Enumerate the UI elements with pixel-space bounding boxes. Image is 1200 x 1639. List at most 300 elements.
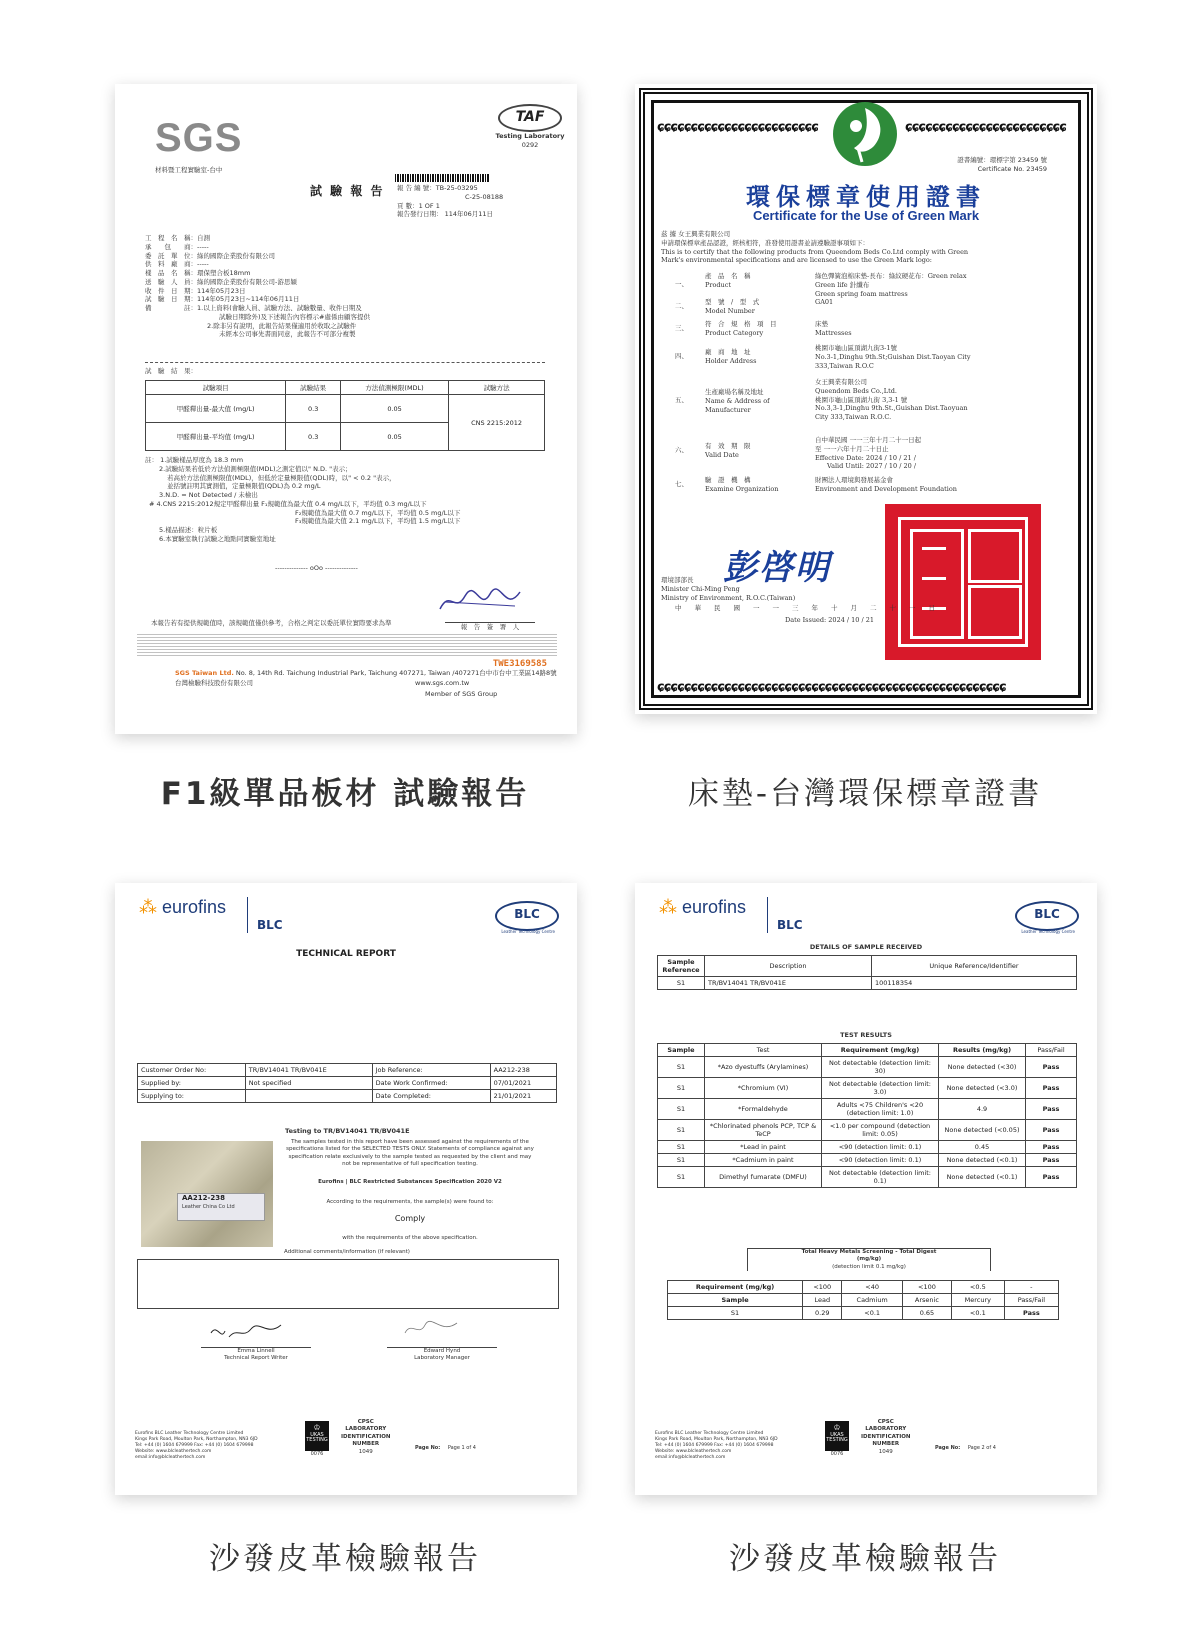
sgs-company-zh: 台灣檢驗科技股份有限公司 (175, 679, 253, 687)
table-row (658, 1141, 1077, 1154)
table-cell: <1.0 per compound (detection limit: 0.05) (822, 1120, 939, 1141)
table-row (658, 1078, 1077, 1099)
field: 2.除非另有說明，此報告結果僅適用於收取之試驗件 (207, 321, 357, 330)
table-cell: S1 (658, 1154, 705, 1167)
signer-label: 報 告 簽 署 人 (445, 622, 535, 632)
table-cell: S1 (658, 977, 705, 990)
cert-item (675, 476, 1075, 500)
taf-sub: Testing Laboratory (495, 132, 565, 140)
item-value: 至 一一六年十月二十日止 (815, 444, 889, 453)
intro-line: Mark's environmental specifications and are licensed to use the Green Mark logo: (661, 256, 932, 265)
divider (145, 362, 545, 363)
table-cell: 0.65 (902, 1307, 951, 1320)
sgs-serial: TWE3169585 (492, 659, 547, 669)
footer-line: email:info@blcleathertech.com (135, 1455, 206, 1461)
item-value: Effective Date: 2024 / 10 / 21 / (815, 453, 916, 462)
note: # 4.CNS 2215:2012規定甲醛釋出量 F₁規範值為最大值 0.4 mg/L以下，平均值 0.3 mg/L以下 (149, 499, 427, 508)
table-cell: S1 (658, 1078, 705, 1099)
sgs-report-number (397, 184, 503, 219)
eurofins-logo-icon: ⁂ eurofins (659, 897, 747, 917)
ukas-label: UKAS (310, 1431, 324, 1438)
info-label: Supplying to: (138, 1090, 246, 1103)
signer2-name: Edward Hynd (423, 1348, 461, 1354)
ukas-sub: TESTING (826, 1437, 848, 1444)
caption-leather-1: 沙發皮革檢驗報告 (209, 1541, 481, 1577)
info-value: TR/BV14041 TR/BV041E (245, 1064, 372, 1077)
field: 試驗日期除外)及下述報告內容標示#處係由顧客提供 (219, 312, 370, 321)
heavy-metals-table (667, 1280, 1059, 1320)
caption-leather-2: 沙發皮革檢驗報告 (729, 1541, 1001, 1577)
details-table (657, 955, 1077, 990)
table-cell: 0.3 (286, 395, 341, 423)
note: F₃規範值為最大值 2.1 mg/L以下，平均值 1.5 mg/L以下 (295, 517, 461, 526)
ukas-number: 0076 (310, 1451, 324, 1457)
comply-result: Comply (394, 1214, 426, 1223)
info-value (245, 1090, 372, 1103)
field: 送 驗 人 員：綠的國際企業股份有限公司-游思穎 (145, 277, 297, 286)
table-cell: Adults <75 Children's <20 (detection limit: 1.0) (822, 1099, 939, 1120)
item-label-en: Product (705, 280, 731, 289)
sgs-company: SGS Taiwan Ltd. (175, 669, 234, 677)
table-cell: Pass (1026, 1154, 1077, 1167)
info-label: Supplied by: (138, 1077, 246, 1090)
test-results-table (657, 1043, 1077, 1188)
intro-line: This is to certify that the following products from Queendom Beds Co.Ltd comply with Green (661, 247, 969, 256)
note: F₂規範值為最大值 0.7 mg/L以下，平均值 0.5 mg/L以下 (295, 508, 461, 517)
footer-line: Website: www.blcleathertech.com (655, 1449, 732, 1455)
table-header: Results (mg/kg) (939, 1044, 1026, 1057)
cpsc-block (861, 1419, 911, 1456)
item-value: Environment and Development Foundation (815, 484, 957, 493)
table-cell: 0.45 (939, 1141, 1026, 1154)
intro-line: 申請環保標章產品認證，經核相符，准發使用證書並請遵驗證事項如下： (661, 238, 869, 247)
info-value: AA212-238 (490, 1064, 556, 1077)
table-header: 試驗項目 (146, 381, 286, 395)
footer-line: Tel: +44 (0) 1604 679999 Fax: +44 (0) 1604 679998 (655, 1443, 774, 1449)
table-cell: <90 (detection limit: 0.1) (822, 1154, 939, 1167)
table-cell: 100118354 (872, 977, 1077, 990)
page-label: Page No: (415, 1445, 441, 1451)
blc-badge-icon (495, 901, 559, 931)
end-mark: -------------- oOo -------------- (275, 564, 358, 572)
blc-badge-icon (1015, 901, 1079, 931)
field: 樣 品 名 稱：環保塑合板18mm (145, 269, 251, 278)
table-header: Test (705, 1044, 822, 1057)
taf-label: TAF (498, 104, 562, 132)
ukas-number: 0076 (830, 1451, 844, 1457)
item-value: Valid Until: 2027 / 10 / 20 / (827, 462, 917, 471)
sgs-footer-note: 本報告若有提供規範值時，該規範值僅供參考，合格之判定以委託單位實際要求為準 (151, 619, 392, 627)
table-cell: S1 (658, 1099, 705, 1120)
table-cell: - (1004, 1281, 1058, 1294)
ministry: Ministry of Environment, R.O.C.(Taiwan) (661, 593, 796, 602)
note: 5.樣品描述：粒片板 (159, 526, 218, 535)
ukas-label: UKAS (830, 1431, 844, 1438)
with-requirements: with the requirements of the above specification. (342, 1235, 478, 1241)
table-cell: None detected (<30) (939, 1057, 1026, 1078)
table-cell: S1 (658, 1141, 705, 1154)
page-number (935, 1445, 996, 1452)
minister-zh: 環境部部長 (661, 576, 694, 584)
cpsc-line: CPSC (877, 1419, 894, 1425)
date-zh: 中 華 民 國 一 一 三 年 十 月 二 十 一 日 (675, 604, 935, 612)
table-cell: None detected (<0.1) (939, 1154, 1026, 1167)
item-label: 廠 商 地 址 (705, 348, 751, 356)
table-cell: Pass (1026, 1141, 1077, 1154)
sgs-fields (145, 234, 545, 339)
item-label: 產 品 名 稱 (705, 272, 751, 280)
eurofins-footer-address (655, 1431, 778, 1461)
item-no: 五、 (675, 396, 688, 404)
blc-label: BLC (257, 918, 283, 932)
item-value: 桃園市龜山區頂湖九街 3,3-1 號 (815, 395, 908, 404)
item-value: Green spring foam mattress (815, 289, 908, 298)
sample-tag-label: AA212-238 (182, 1194, 225, 1202)
minister-en: Minister Chi-Ming Peng (661, 584, 740, 593)
item-value: Mattresses (815, 328, 852, 337)
table-header: Unique Reference/Identifier (872, 956, 1077, 977)
table-cell: 0.3 (286, 423, 341, 451)
table-cell: Pass (1026, 1167, 1077, 1188)
sgs-footer (175, 669, 557, 678)
heavy-title: Total Heavy Metals Screening - Total Digest (801, 1249, 937, 1255)
eurofins-name: eurofins (162, 897, 227, 917)
note: 註： 1.試驗樣品厚度為 18.3 mm (145, 456, 244, 464)
border-pattern: ɕɕɕɕɕɕɕɕɕɕɕɕɕɕɕɕɕɕɕɕɕɕɕɕ (905, 120, 1066, 135)
item-no: 七、 (675, 480, 688, 488)
blc-badge-text: BLC (514, 907, 540, 921)
ukas-logo-icon: ♔ UKAS TESTING (825, 1421, 849, 1451)
signer2 (387, 1347, 497, 1363)
sample-tag (177, 1193, 265, 1221)
order-info-table (137, 1063, 557, 1103)
cert-item (675, 436, 1075, 476)
blc-badge-text: BLC (1034, 907, 1060, 921)
info-label: Customer Order No: (138, 1064, 246, 1077)
sgs-address: No. 8, 14th Rd. Taichung Industrial Park, Taichung 407271, Taiwan /407271台中市台中工業區14路8號 (235, 669, 557, 677)
according-text: According to the requirements, the sample(s) were found to: (326, 1199, 494, 1205)
item-value: Queendom Beds Co.,Ltd. (815, 386, 897, 395)
caption-sgs: F1級單品板材 試驗報告 (160, 776, 530, 812)
signer1 (201, 1347, 311, 1363)
field: 收 件 日 期：114年05月23日 (145, 286, 246, 295)
table-cell: <90 (detection limit: 0.1) (822, 1141, 939, 1154)
report-page: 頁 數：1 OF 1 (397, 201, 440, 210)
table-header: Arsenic (902, 1294, 951, 1307)
table-row (658, 1154, 1077, 1167)
table-header: Pass/Fail (1026, 1044, 1077, 1057)
table-cell: Pass (1026, 1120, 1077, 1141)
sgs-report-title: 試 驗 報 告 (310, 184, 385, 198)
table-cell: S1 (658, 1167, 705, 1188)
item-value: 女王興業有限公司 (815, 378, 867, 386)
report-no: 報 告 編 號：TB-25-03295 (397, 184, 478, 192)
table-cell: 0.29 (803, 1307, 842, 1320)
cert-item (675, 272, 1075, 298)
additional-comments-box (137, 1259, 559, 1309)
eurofins-report-page1-card (115, 883, 577, 1495)
info-value: 07/01/2021 (490, 1077, 556, 1090)
item-value: No.3,3-1,Dinghu 9th.St.,Guishan Dist.Taoyuan (815, 404, 968, 413)
signature-icon (207, 1321, 287, 1345)
note: 若高於方法偵測極限值(MDL)，但低於定量極限值(QDL)時，以" < 0.2 "表示， (167, 473, 396, 482)
item-label-en: Holder Address (705, 356, 757, 365)
table-header: Lead (803, 1294, 842, 1307)
field: 備 註：1.以上資料(會驗人員、試驗方法、試驗數量、收件日期及 (145, 304, 362, 313)
table-cell: <100 (803, 1281, 842, 1294)
taf-logo-icon (495, 104, 565, 150)
result-label: 試 驗 結 果： (145, 367, 197, 375)
cert-no-en: Certificate No. 23459 (977, 164, 1047, 173)
field: 承 包 商：----- (145, 242, 209, 251)
logo-divider (247, 897, 248, 933)
barcode-icon (395, 174, 490, 182)
minister-info (661, 576, 961, 602)
item-value: City 333,Taiwan R.O.C. (815, 413, 892, 422)
item-label: 驗 證 機 構 (705, 476, 751, 484)
sgs-lab-name: 材料暨工程實驗室-台中 (155, 166, 223, 174)
report-title: TECHNICAL REPORT (296, 949, 396, 959)
eurofins-report-page2-card (635, 883, 1097, 1495)
blc-badge-sub: Leather Technology Centre (1021, 929, 1075, 934)
item-no: 三、 (675, 324, 688, 332)
sgs-result-table (145, 380, 545, 451)
details-title: DETAILS OF SAMPLE RECEIVED (809, 943, 923, 951)
border-pattern: ɕɕɕɕɕɕɕɕɕɕɕɕɕɕɕɕɕɕɕɕɕɕɕɕ (657, 120, 818, 135)
item-label-en: Examine Organization (705, 484, 779, 493)
table-header: Requirement (mg/kg) (822, 1044, 939, 1057)
heavy-limit: (detection limit 0.1 mg/kg) (832, 1263, 906, 1270)
item-no: 六、 (675, 446, 688, 454)
table-row (658, 1057, 1077, 1078)
table-cell: *Lead in paint (705, 1141, 822, 1154)
table-header: 方法偵測極限(MDL) (341, 381, 449, 395)
cpsc-block (341, 1419, 391, 1456)
table-cell: Not detectable (detection limit: 30) (822, 1057, 939, 1078)
sgs-member: Member of SGS Group (425, 690, 498, 698)
sgs-website: www.sgs.com.tw (415, 679, 470, 687)
footer-line: email:info@blcleathertech.com (655, 1455, 726, 1461)
table-cell: Not detectable (detection limit: 3.0) (822, 1078, 939, 1099)
table-header: 試驗結果 (286, 381, 341, 395)
page-value: Page 1 of 4 (447, 1445, 476, 1451)
field: 工 程 名 稱：自測 (145, 234, 210, 242)
table-cell: <0.5 (951, 1281, 1004, 1294)
cert-title-zh: 環保標章使用證書 (746, 183, 986, 211)
signer2-title: Laboratory Manager (414, 1355, 470, 1362)
item-label: 符 合 規 格 項 目 (705, 320, 777, 328)
item-label: 型 號 / 型 式 (705, 298, 760, 306)
eurofins-footer-address (135, 1431, 258, 1461)
report-no2: C-25-08188 (465, 192, 504, 201)
table-cell: Pass (1026, 1099, 1077, 1120)
field: 委 託 單 位：綠的國際企業股份有限公司 (145, 251, 275, 260)
item-value: GA01 (815, 298, 834, 306)
eurofins-name: eurofins (682, 897, 747, 917)
item-label: 有 效 期 限 (705, 442, 751, 450)
table-cell: Not detectable (detection limit: 0.1) (822, 1167, 939, 1188)
table-cell: 4.9 (939, 1099, 1026, 1120)
table-cell: Pass (1004, 1307, 1058, 1320)
table-cell: *Formaldehyde (705, 1099, 822, 1120)
caption-green-mark: 床墊-台灣環保標章證書 (687, 776, 1043, 812)
table-cell: <100 (902, 1281, 951, 1294)
footer-line: Eurofins BLC Leather Technology Centre Limited (135, 1431, 244, 1436)
results-title: TEST RESULTS (840, 1031, 892, 1039)
item-value: 綠色彈簧泡棉床墊-長布：綠紋硬花布：Green relax (815, 272, 967, 280)
cert-item (675, 320, 1075, 344)
item-value: 財團法人環境與發展基金會 (815, 476, 893, 484)
table-cell: 0.05 (341, 423, 449, 451)
item-value: 自中華民國 一一三年十月二十一日起 (815, 436, 922, 444)
item-no: 四、 (675, 352, 688, 360)
heavy-metals-header (747, 1248, 991, 1271)
table-cell: None detected (<0.1) (939, 1167, 1026, 1188)
cert-item (675, 378, 1075, 436)
table-cell: *Chromium (VI) (705, 1078, 822, 1099)
additional-comments-label: Additional comments/information (if relevant) (284, 1249, 410, 1255)
cpsc-line: IDENTIFICATION (341, 1433, 391, 1440)
table-cell: 甲醛釋出量-最大值 (mg/L) (146, 395, 286, 423)
note: 3.N.D. = Not Detected / 未檢出 (159, 491, 258, 500)
page-number (415, 1445, 476, 1452)
green-mark-certificate-card (635, 84, 1097, 714)
eurofins-logo-icon: ⁂ eurofins (139, 897, 227, 917)
cpsc-line: 1049 (878, 1448, 893, 1455)
table-header: Mercury (951, 1294, 1004, 1307)
table-row (658, 1120, 1077, 1141)
item-label-en: Product Category (705, 328, 764, 337)
table-header: Sample (658, 1044, 705, 1057)
cert-number (957, 156, 1047, 174)
item-value: 床墊 (815, 320, 828, 328)
table-cell: Pass (1026, 1078, 1077, 1099)
intro-line: 茲 據 女王興業有限公司 (661, 230, 731, 238)
signer1-name: Emma Linnell (237, 1348, 275, 1354)
sgs-notes (145, 456, 555, 544)
heavy-unit: (mg/kg) (856, 1256, 882, 1263)
cpsc-line: NUMBER (352, 1441, 380, 1448)
info-label: Job Reference: (372, 1064, 490, 1077)
footer-line: Tel: +44 (0) 1604 679999 Fax: +44 (0) 1604 679998 (135, 1443, 254, 1449)
cpsc-line: LABORATORY (865, 1426, 907, 1433)
footer-line: Eurofins BLC Leather Technology Centre Limited (655, 1431, 764, 1436)
cert-item (675, 344, 1075, 378)
item-no: 二、 (675, 302, 688, 310)
item-label-en: Name & Address of Manufacturer (705, 396, 770, 414)
item-value: 333,Taiwan R.O.C (815, 361, 874, 370)
table-header: Sample (668, 1294, 803, 1307)
sample-tag-sub: Leather China Co Ltd (182, 1203, 235, 1210)
table-row (658, 1099, 1077, 1120)
signer1-title: Technical Report Writer (224, 1355, 288, 1362)
table-cell: *Cadmium in paint (705, 1154, 822, 1167)
table-cell: <0.1 (951, 1307, 1004, 1320)
footer-line: Kings Park Road, Moulton Park, Northampton, NN3 6JD (135, 1437, 258, 1443)
table-cell: S1 (668, 1307, 803, 1320)
minister-signature: 彭啓明 (723, 548, 831, 588)
signature-icon (435, 584, 525, 620)
item-label-en: Valid Date (705, 450, 739, 459)
table-cell: Requirement (mg/kg) (668, 1281, 803, 1294)
sgs-report-card (115, 84, 577, 734)
sgs-logo: SGS (155, 116, 243, 160)
item-value: Green life 針纖布 (815, 280, 870, 289)
table-cell: TR/BV14041 TR/BV041E (705, 977, 872, 990)
taf-number: 0292 (521, 140, 539, 149)
table-cell: None detected (<0.05) (939, 1120, 1026, 1141)
table-cell: None detected (<3.0) (939, 1078, 1026, 1099)
item-no: 一、 (675, 280, 688, 288)
signature-icon (401, 1319, 461, 1339)
logo-divider (767, 897, 768, 933)
note: 6.本實驗室執行試驗之地點同實驗室地址 (159, 534, 276, 543)
ukas-logo-icon: ♔ UKAS TESTING (305, 1421, 329, 1451)
cert-no: 證書編號：環標字第 23459 號 (957, 156, 1047, 164)
table-header: Description (705, 956, 872, 977)
table-cell: *Chlorinated phenols PCP, TCP & TeCP (705, 1120, 822, 1141)
cert-item (675, 298, 1075, 320)
blc-label: BLC (777, 918, 803, 932)
blc-badge-sub: Leather Technology Centre (501, 929, 555, 934)
table-cell: 0.05 (341, 395, 449, 423)
note: 並括號註明其實測值，定量極限值(QDL)為 0.2 mg/L (167, 482, 321, 491)
cpsc-line: LABORATORY (345, 1426, 387, 1433)
table-header: Pass/Fail (1004, 1294, 1058, 1307)
ukas-sub: TESTING (306, 1437, 328, 1444)
field: 試 驗 日 期：114年05月23日~114年06月11日 (145, 295, 300, 304)
assessment-paragraph: The samples tested in this report have been assessed against the requirements of the specifications listed for the SELECTED TESTS ONLY. Statements of compliance against any specification relate exclusively to the sample tested as requested by the client and may not be representative of full specification testing. (286, 1139, 534, 1168)
cpsc-line: CPSC (357, 1419, 374, 1425)
table-cell: *Azo dyestuffs (Arylamines) (705, 1057, 822, 1078)
report-issue-date: 報告發行日期： 114年06月11日 (397, 210, 494, 219)
leather-sample-photo (141, 1141, 273, 1247)
table-cell: S1 (658, 1120, 705, 1141)
table-cell: <0.1 (842, 1307, 902, 1320)
item-label-en: Model Number (705, 306, 755, 315)
table-header: Sample Reference (658, 956, 705, 977)
note: 2.試驗結果若低於方法偵測極限值(MDL)之測定值以" N.D. "表示； (159, 464, 352, 473)
item-value: No.3-1,Dinghu 9th.St;Guishan Dist.Taoyan City (815, 352, 971, 361)
cpsc-line: NUMBER (872, 1441, 900, 1448)
cpsc-line: 1049 (358, 1448, 373, 1455)
item-label: 生產廠場名稱及地址 (705, 388, 764, 396)
footer-line: Website: www.blcleathertech.com (135, 1449, 212, 1455)
table-cell: CNS 2215:2012 (449, 395, 545, 451)
field: 未經本公司事先書面同意，此報告不可部分複製 (219, 330, 356, 339)
table-cell: <40 (842, 1281, 902, 1294)
info-label: Date Completed: (372, 1090, 490, 1103)
table-header: 試驗方法 (449, 381, 545, 395)
cert-intro (661, 230, 1071, 265)
cert-items (675, 272, 1075, 500)
testing-to: Testing to TR/BV14041 TR/BV041E (285, 1127, 410, 1135)
table-cell: 甲醛釋出量-平均值 (mg/L) (146, 423, 286, 451)
border-pattern: ɕɕɕɕɕɕɕɕɕɕɕɕɕɕɕɕɕɕɕɕɕɕɕɕɕɕɕɕɕɕɕɕɕɕɕɕɕɕɕɕɕɕɕɕɕɕɕɕɕɕɕɕ (657, 680, 1006, 695)
footer-line: Kings Park Road, Moulton Park, Northampton, NN3 6JD (655, 1437, 778, 1443)
table-cell: Pass (1026, 1057, 1077, 1078)
item-value: 桃園市龜山區頂湖九街3-1號 (815, 344, 897, 352)
cpsc-line: IDENTIFICATION (861, 1433, 911, 1440)
info-value: 21/01/2021 (490, 1090, 556, 1103)
date-issued: Date Issued: 2024 / 10 / 21 (785, 616, 875, 624)
page-value: Page 2 of 4 (967, 1445, 996, 1451)
green-mark-logo-icon (830, 98, 900, 170)
table-row (658, 1167, 1077, 1188)
table-cell: S1 (658, 1057, 705, 1078)
info-label: Date Work Confirmed: (372, 1077, 490, 1090)
table-cell: Dimethyl fumarate (DMFU) (705, 1167, 822, 1188)
